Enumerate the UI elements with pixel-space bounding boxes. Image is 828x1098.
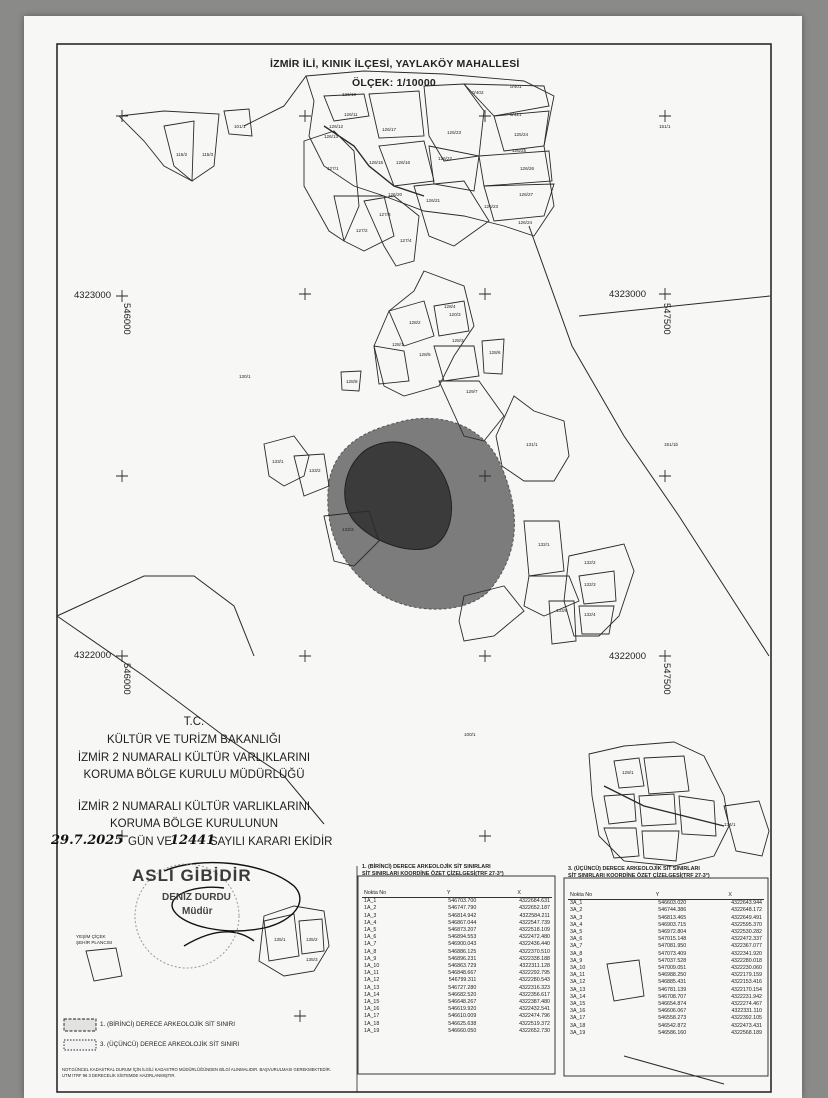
table3-cell-y: 546708.707 [658, 993, 687, 1000]
table1-cell-x: 4322432.541 [519, 1006, 550, 1013]
parcel-label: 126/24 [518, 220, 533, 225]
table3-cell-x: 4322230.060 [731, 965, 762, 972]
table3-cell-no: 3A_5 [570, 929, 583, 936]
parcel [374, 346, 409, 384]
legend-third-degree: 3. (ÜÇÜNCÜ) DERECE ARKEOLOJİK SİT SINIRI [100, 1041, 240, 1048]
table1-head-x: X [486, 890, 552, 898]
grid-cross [659, 470, 671, 482]
stamp-name: DENİZ DURDU [162, 892, 231, 903]
table3-cell-y: 546744.386 [658, 907, 687, 914]
table3-head-no: Nokta No [568, 892, 619, 900]
table1-cell-y: 546660.050 [448, 1027, 477, 1034]
table1-cell-y: 546619.920 [448, 1006, 477, 1013]
parcel-label: 135/1 [274, 937, 286, 942]
table3-cell-x: 4322595.370 [731, 921, 762, 928]
table1-head-y: Y [411, 890, 486, 898]
inst-ministry: KÜLTÜR VE TURİZM BAKANLIĞI [106, 734, 282, 746]
table3-row [568, 987, 764, 994]
parcel [494, 111, 549, 151]
table1-cell-y: 546799.311 [448, 977, 477, 984]
table3-row [568, 1015, 764, 1022]
table3-row [568, 915, 764, 922]
parcel [374, 271, 474, 396]
parcel [524, 521, 564, 576]
parcel [264, 436, 309, 486]
grid-cross [116, 290, 128, 302]
table3-cell-no: 3A_19 [570, 1029, 586, 1036]
parcel [369, 91, 424, 138]
table1-cell-y: 546886.125 [448, 948, 477, 955]
parcel-label: 126/13 [324, 134, 339, 139]
parcel-label: 127/2 [356, 228, 368, 233]
table3-cell-no: 3A_3 [570, 914, 583, 921]
boundary-line [244, 76, 306, 126]
legend-swatch-first-degree [64, 1019, 96, 1031]
parcel-label: 133/3 [342, 527, 354, 532]
inset-label: YEŞİM ÇİÇEK ŞEHİR PLANCISI [76, 934, 113, 945]
table3-cell-x: 4322331.110 [731, 1008, 762, 1015]
parcel [334, 196, 394, 251]
table3-cell-y: 546813.465 [658, 914, 687, 921]
boundary-line [57, 576, 254, 656]
parcel-label: 127/1 [327, 166, 339, 171]
parcel-label: 126/12 [329, 124, 344, 129]
table3-cell-y: 546781.139 [658, 986, 687, 993]
legend-swatch-third-degree [64, 1040, 96, 1050]
table3-cell-x: 4322280.018 [731, 957, 762, 964]
table3-row [568, 1001, 764, 1008]
parcel-label: 0/401 [510, 84, 522, 89]
table1-cell-no: 1A_10 [364, 963, 380, 970]
table3-cell-y: 547073.409 [658, 950, 687, 957]
parcel-label: 126/26 [520, 166, 535, 171]
table1-cell-x: 4322436.440 [519, 941, 550, 948]
parcel-label: 128/4 [444, 304, 456, 309]
parcel [164, 121, 194, 181]
table1-cell-x: 4322518.109 [519, 927, 550, 934]
parcel [429, 146, 479, 191]
inst-board-4: KORUMA BÖLGE KURULUNUN [109, 818, 279, 830]
table3-row [568, 1030, 764, 1037]
table3-cell-no: 3A_8 [570, 950, 583, 957]
table1-row [362, 963, 552, 970]
grid-label-north: 4323000 [74, 290, 111, 301]
parcel-label: 125/23 [447, 130, 462, 135]
table1-cell-y: 546900.043 [448, 941, 477, 948]
grid-cross [479, 110, 491, 122]
table3-cell-x: 4322170.154 [731, 986, 762, 993]
parcel-label: 0/421 [510, 112, 522, 117]
table1-subtitle: SİT SINIRLARI KOORDİNE ÖZET ÇİZELGESİ(TRF 27-3°) [362, 871, 504, 877]
table1-row [362, 934, 552, 941]
table1-cell-no: 1A_2 [364, 905, 377, 912]
map-scale: ÖLÇEK: 1/10000 [352, 77, 436, 89]
parcel-label: 135/3 [306, 957, 318, 962]
table1-cell-no: 1A_5 [364, 927, 377, 934]
table1-cell-no: 1A_16 [364, 1006, 380, 1013]
table3-row [568, 929, 764, 936]
table1-row [362, 920, 552, 927]
inst-board-3: İZMİR 2 NUMARALI KÜLTÜR VARLIKLARINI [77, 801, 311, 813]
grid-label-north: 4323000 [609, 289, 646, 300]
table3-cell-x: 4322648.172 [731, 907, 762, 914]
table3-row [568, 1023, 764, 1030]
parcel-label: 126/10 [342, 92, 357, 97]
table1-row [362, 1006, 552, 1013]
table3-cell-x: 4322530.282 [731, 929, 762, 936]
grid-cross [294, 1010, 306, 1022]
table1-row [362, 977, 552, 984]
parcel-label: 127/4 [400, 238, 412, 243]
grid-label-north: 4322000 [609, 651, 646, 662]
parcel [579, 606, 614, 634]
table1-cell-x: 4322356.617 [519, 991, 550, 998]
grid-cross [116, 650, 128, 662]
parcel-label: 0/402 [472, 90, 484, 95]
table3-cell-x: 4322367.077 [731, 943, 762, 950]
table3-cell-y: 547081.950 [658, 943, 687, 950]
inst-board-1: İZMİR 2 NUMARALI KÜLTÜR VARLIKLARINI [77, 752, 311, 764]
table1-cell-x: 4322684.631 [519, 898, 550, 905]
table1-cell-y: 546873.207 [448, 927, 477, 934]
parcel-label: 132/2 [584, 560, 596, 565]
parcel-label: 132/3 [584, 582, 596, 587]
parcel-label: 120/3 [449, 312, 461, 317]
parcel [294, 454, 329, 496]
parcel [604, 828, 639, 858]
grid-cross [659, 288, 671, 300]
table1-cell-y: 546610.009 [448, 1013, 477, 1020]
parcel-label: 128/6 [489, 350, 501, 355]
table1-cell-no: 1A_12 [364, 977, 380, 984]
table1-row [362, 985, 552, 992]
grid-cross [299, 288, 311, 300]
table3-coordinates [568, 892, 764, 1037]
table3-cell-y: 546586.160 [658, 1029, 687, 1036]
parcel [642, 831, 679, 861]
parcel [86, 948, 122, 981]
map-sheet [24, 16, 802, 1098]
table1-cell-no: 1A_1 [364, 898, 377, 905]
parcel [644, 756, 689, 794]
map-title: İZMİR İLİ, KINIK İLÇESİ, YAYLAKÖY MAHALLESİ [270, 58, 520, 70]
parcel-label: 115/3 [202, 152, 214, 157]
parcel-label: 115/2 [176, 152, 188, 157]
table1-cell-no: 1A_15 [364, 999, 380, 1006]
parcel [434, 346, 479, 381]
table3-cell-x: 4322568.189 [731, 1029, 762, 1036]
table3-cell-y: 546654.874 [658, 1001, 687, 1008]
table3-row [568, 922, 764, 929]
parcel-label: 126/16 [396, 160, 411, 165]
table3-cell-no: 3A_18 [570, 1022, 586, 1029]
table3-cell-x: 4322153.416 [731, 979, 762, 986]
table1-row [362, 927, 552, 934]
table1-cell-y: 546848.667 [448, 970, 477, 977]
table1-head-no: Nokta No [362, 890, 411, 898]
parcel-label: 130/1 [239, 374, 251, 379]
grid-cross [299, 110, 311, 122]
table1-cell-x: 4322370.510 [519, 948, 550, 955]
boundary-line [624, 1056, 724, 1084]
table3-cell-y: 546542.872 [658, 1022, 687, 1029]
grid-cross [299, 650, 311, 662]
parcel [304, 131, 359, 241]
table3-cell-no: 3A_6 [570, 936, 583, 943]
parcel [604, 794, 636, 824]
table3-cell-x: 4322231.942 [731, 993, 762, 1000]
table3-subtitle: SİT SINIRLARI KOORDİNE ÖZET ÇİZELGESİ(TRF 27-3°) [568, 873, 710, 879]
parcel-label: 128/2 [409, 320, 421, 325]
grid-cross [116, 110, 128, 122]
table3-row [568, 936, 764, 943]
parcel-label: 126/17 [382, 127, 397, 132]
table3-cell-no: 3A_7 [570, 943, 583, 950]
table1-row [362, 992, 552, 999]
table3-row [568, 972, 764, 979]
parcel [224, 109, 252, 136]
table3-head-y: Y [619, 892, 697, 900]
legend-note-2: UTM ITRF 96 3 DERECELİK SİSTEMDE HAZIRLANMIŞTIR. [62, 1073, 176, 1078]
parcel-label: 134/1 [724, 822, 736, 827]
parcel-label: 126/20 [388, 192, 403, 197]
table3-cell-no: 3A_4 [570, 921, 583, 928]
grid-label-north: 4322000 [74, 650, 111, 661]
table1-cell-y: 546867.044 [448, 919, 477, 926]
table1-cell-x: 4322652.730 [519, 1027, 550, 1034]
table3-cell-no: 3A_2 [570, 907, 583, 914]
table1-cell-no: 1A_7 [364, 941, 377, 948]
parcel-label: 128/1 [392, 342, 404, 347]
parcel-label: 126/23 [484, 204, 499, 209]
table1-title: 1. (BİRİNCİ) DERECE ARKEOLOJİK SİT SINIRLARI [362, 864, 491, 870]
table1-cell-x: 4322519.372 [519, 1020, 550, 1027]
parcel-label: 128/5 [419, 352, 431, 357]
table3-cell-y: 546885.431 [658, 979, 687, 986]
parcel-label: 126/25 [512, 148, 527, 153]
table1-row [362, 905, 552, 912]
parcel-label: 131/1 [526, 442, 538, 447]
table1-row [362, 956, 552, 963]
table3-cell-no: 3A_1 [570, 900, 583, 907]
grid-label-east: 546000 [121, 303, 132, 335]
table1-cell-y: 546747.790 [448, 905, 477, 912]
table1-cell-no: 1A_13 [364, 984, 380, 991]
parcel-label: 132/1 [538, 542, 550, 547]
parcel-label: 127/3 [379, 212, 391, 217]
table1-cell-x: 4322316.323 [519, 984, 550, 991]
table1-cell-x: 4322652.187 [519, 905, 550, 912]
table3-cell-no: 3A_11 [570, 972, 585, 979]
parcel-label: 101/1 [234, 124, 246, 129]
table1-row [362, 913, 552, 920]
parcel-label: 126/27 [519, 192, 534, 197]
table1-cell-x: 4322338.188 [519, 955, 550, 962]
grid-cross [659, 650, 671, 662]
table1-cell-y: 546727.280 [448, 984, 477, 991]
inst-decision-label: SAYILI KARARI EKİDİR [210, 836, 333, 848]
table3-row [568, 965, 764, 972]
parcel [464, 84, 549, 116]
table1-cell-no: 1A_6 [364, 934, 377, 941]
table1-coordinates [362, 890, 552, 1035]
parcel [484, 184, 554, 221]
table3-cell-no: 3A_12 [570, 979, 586, 986]
parcel [496, 396, 569, 481]
table1-row [362, 1021, 552, 1028]
parcel-label: 126/15 [369, 160, 384, 165]
table3-row [568, 958, 764, 965]
table3-cell-y: 547009.051 [658, 965, 687, 972]
stamp-title: ASLI GİBİDİR [132, 866, 252, 885]
inst-board-2: KORUMA BÖLGE KURULU MÜDÜRLÜĞÜ [83, 769, 305, 781]
table1-cell-y: 546648.267 [448, 999, 477, 1006]
table1-cell-x: 4322311.128 [519, 963, 550, 970]
parcel [524, 576, 579, 616]
table3-row [568, 943, 764, 950]
parcel-label: 126/21 [426, 198, 441, 203]
table3-cell-y: 546972.804 [658, 929, 687, 936]
table1-row [362, 1013, 552, 1020]
table1-cell-y: 546896.231 [448, 955, 477, 962]
table1-cell-no: 1A_8 [364, 948, 377, 955]
table1-cell-y: 546625.638 [448, 1020, 477, 1027]
parcel-label: 151/1b [664, 442, 679, 447]
table3-cell-y: 546988.250 [658, 972, 687, 979]
parcel [482, 339, 504, 374]
table3-cell-y: 547015.148 [658, 936, 687, 943]
parcel-label: 129/7 [466, 389, 478, 394]
table3-cell-no: 3A_16 [570, 1008, 586, 1015]
grid-cross [479, 650, 491, 662]
parcel-label: 125/24 [514, 132, 529, 137]
road [604, 786, 724, 826]
table3-row [568, 951, 764, 958]
grid-label-east: 547500 [661, 303, 672, 335]
table3-cell-no: 3A_14 [570, 993, 586, 1000]
table1-cell-no: 1A_11 [364, 970, 379, 977]
grid-cross [659, 110, 671, 122]
parcel-label: 100/1 [464, 732, 476, 737]
parcel-label: 128/3 [452, 338, 464, 343]
table3-cell-y: 547037.528 [658, 957, 687, 964]
table1-cell-y: 546863.729 [448, 963, 477, 970]
table3-cell-x: 4322473.431 [731, 1022, 762, 1029]
parcel-label: 129/1 [622, 770, 634, 775]
table1-cell-x: 4322387.480 [519, 999, 550, 1006]
legend-first-degree: 1. (BİRİNCİ) DERECE ARKEOLOJİK SİT SINIRI [100, 1021, 235, 1028]
table3-title: 3. (ÜÇÜNCÜ) DERECE ARKEOLOJİK SİT SINIRLARI [568, 866, 700, 872]
table3-row [568, 900, 764, 908]
table3-cell-no: 3A_13 [570, 986, 586, 993]
parcel [579, 571, 616, 604]
table1-cell-no: 1A_4 [364, 919, 377, 926]
grid-cross [116, 470, 128, 482]
table3-cell-x: 4322274.467 [731, 1001, 762, 1008]
grid-label-east: 547500 [661, 663, 672, 695]
parcel-label: 133/2 [309, 468, 321, 473]
table3-row [568, 907, 764, 914]
table1-cell-x: 4322474.796 [519, 1013, 550, 1020]
table3-cell-y: 546606.067 [658, 1008, 687, 1015]
table1-cell-x: 4322280.543 [519, 977, 550, 984]
legend-note-1: NOT:GÜNCEL KADASTRAL DURUM İÇİN İLGİLİ KADASTRO MÜDÜRLÜĞÜNDEN BİLGİ ALINMALIDIR. BAŞVURULMASI GEREKMEKTEDİR. [62, 1067, 331, 1072]
table1-row [362, 1028, 552, 1035]
table1-cell-no: 1A_17 [364, 1013, 380, 1020]
table1-cell-x: 4322472.480 [519, 934, 550, 941]
table3-cell-x: 4322341.920 [731, 950, 762, 957]
table1-cell-no: 1A_3 [364, 912, 377, 919]
parcel-label: 132/4 [584, 612, 596, 617]
table1-cell-no: 1A_9 [364, 955, 377, 962]
inst-date-label: GÜN VE [128, 836, 173, 848]
table3-row [568, 1008, 764, 1015]
parcel [724, 801, 769, 856]
parcel-label: 135/2 [306, 937, 318, 942]
table3-cell-no: 3A_15 [570, 1001, 586, 1008]
table1-row [362, 999, 552, 1006]
table1-cell-y: 546894.553 [448, 934, 477, 941]
table1-cell-x: 4322584.211 [519, 912, 550, 919]
parcel [414, 181, 489, 246]
parcel-label: 126/11 [344, 112, 358, 117]
parcel-label: 128/8 [346, 379, 358, 384]
parcel-label: 133/6 [556, 608, 568, 613]
table3-row [568, 994, 764, 1001]
table1-cell-no: 1A_18 [364, 1020, 380, 1027]
table3-cell-y: 546903.715 [658, 921, 687, 928]
stamp-role: Müdür [182, 906, 213, 917]
table1-row [362, 949, 552, 956]
table1-cell-no: 1A_19 [364, 1027, 380, 1034]
boundary-line [579, 296, 770, 316]
table3-cell-no: 3A_17 [570, 1015, 586, 1022]
parcel-label: 133/1 [272, 459, 284, 464]
table3-cell-y: 546558.273 [658, 1015, 687, 1022]
table3-head-x: X [696, 892, 764, 900]
table3-cell-x: 4322179.159 [731, 972, 762, 979]
table3-cell-x: 4322643.944 [731, 900, 762, 907]
handwritten-number: 12441 [170, 833, 216, 848]
table1-row [362, 970, 552, 977]
handwritten-date: 29.7.2025 [51, 833, 124, 848]
table3-cell-x: 4322392.105 [731, 1015, 762, 1022]
table1-row [362, 898, 552, 906]
table3-cell-x: 4322649.491 [731, 914, 762, 921]
table1-cell-x: 4322547.739 [519, 919, 550, 926]
table1-row [362, 941, 552, 948]
grid-cross [479, 288, 491, 300]
table3-cell-no: 3A_9 [570, 957, 583, 964]
table1-cell-y: 546682.520 [448, 991, 477, 998]
table1-cell-y: 546814.942 [448, 912, 477, 919]
table1-cell-x: 4322292.795 [519, 970, 550, 977]
table1-cell-no: 1A_14 [364, 991, 380, 998]
table3-cell-x: 4322472.337 [731, 936, 762, 943]
parcel-label: 151/1 [659, 124, 671, 129]
parcel [479, 151, 552, 186]
parcel-label: 126/22 [438, 156, 453, 161]
grid-label-east: 546000 [121, 663, 132, 695]
grid-cross [479, 830, 491, 842]
table3-cell-y: 546603.020 [658, 900, 687, 907]
table3-row [568, 979, 764, 986]
table1-cell-y: 546703.700 [448, 898, 477, 905]
table3-cell-no: 3A_10 [570, 965, 586, 972]
inst-tc: T.C. [183, 716, 205, 728]
